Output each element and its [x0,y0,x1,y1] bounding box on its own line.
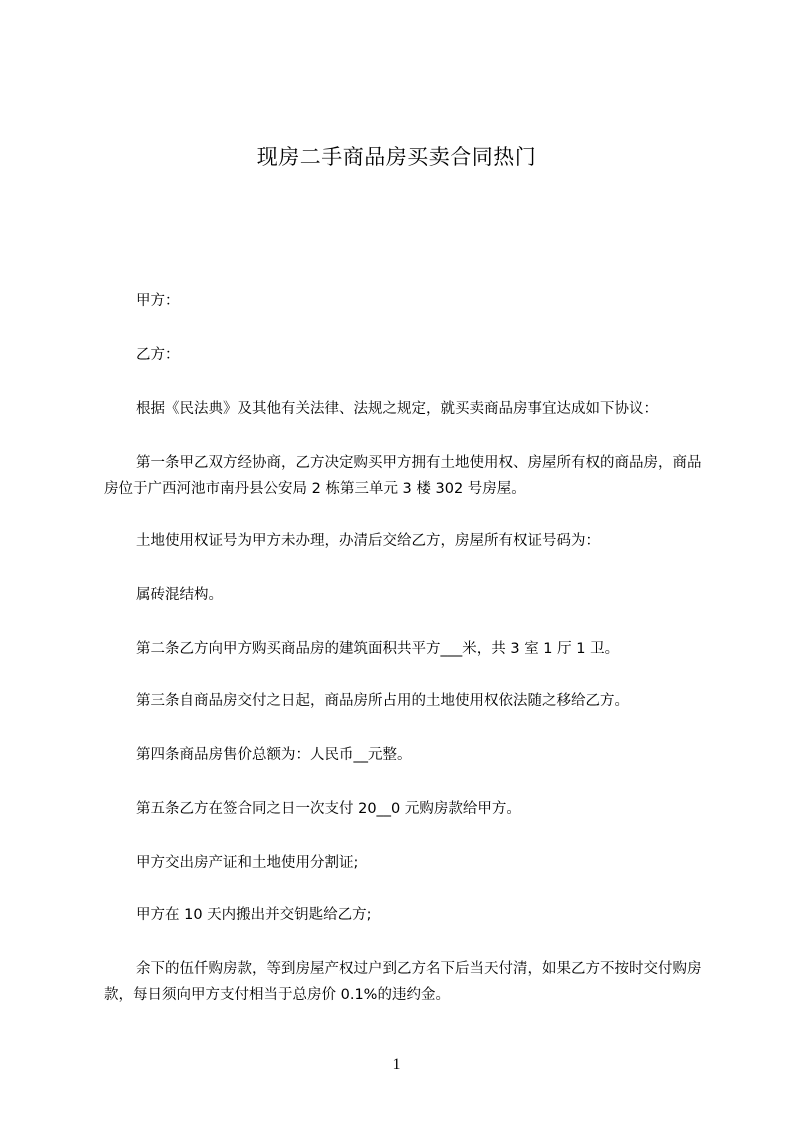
structure-paragraph: 属砖混结构。 [136,587,223,603]
land-certificate-paragraph: 土地使用权证号为甲方未办理，办清后交给乙方，房屋所有权证号码为： [136,533,600,549]
article-3-paragraph: 第三条自商品房交付之日起，商品房所占用的土地使用权依法随之移给乙方。 [136,693,629,709]
certificate-handover-paragraph: 甲方交出房产证和土地使用分割证; [136,855,359,871]
article-5-paragraph: 第五条乙方在签合同之日一次支付 20__0 元购房款给甲方。 [136,801,521,817]
article-1-paragraph: 第一条甲乙双方经协商，乙方决定购买甲方拥有土地使用权、房屋所有权的商品房，商品房位于广西河池市南丹县公安局 2 栋第三单元 3 楼 302 号房屋。 [104,455,702,497]
page-number: 1 [392,1056,401,1073]
preamble-paragraph: 根据《民法典》及其他有关法律、法规之规定，就买卖商品房事宜达成如下协议： [136,401,658,417]
document-title: 现房二手商品房买卖合同热门 [256,145,537,169]
move-out-paragraph: 甲方在 10 天内搬出并交钥匙给乙方; [136,907,372,923]
party-a-line: 甲方： [136,293,180,309]
article-2-paragraph: 第二条乙方向甲方购买商品房的建筑面积共平方___米，共 3 室 1 厅 1 卫。 [136,641,620,657]
article-4-paragraph: 第四条商品房售价总额为：人民币__元整。 [136,747,412,763]
remaining-payment-paragraph: 余下的伍仟购房款，等到房屋产权过户到乙方名下后当天付清，如果乙方不按时交付购房款，每日须向甲方支付相当于总房价 0.1%的违约金。 [104,961,702,1003]
party-b-line: 乙方： [136,347,180,363]
